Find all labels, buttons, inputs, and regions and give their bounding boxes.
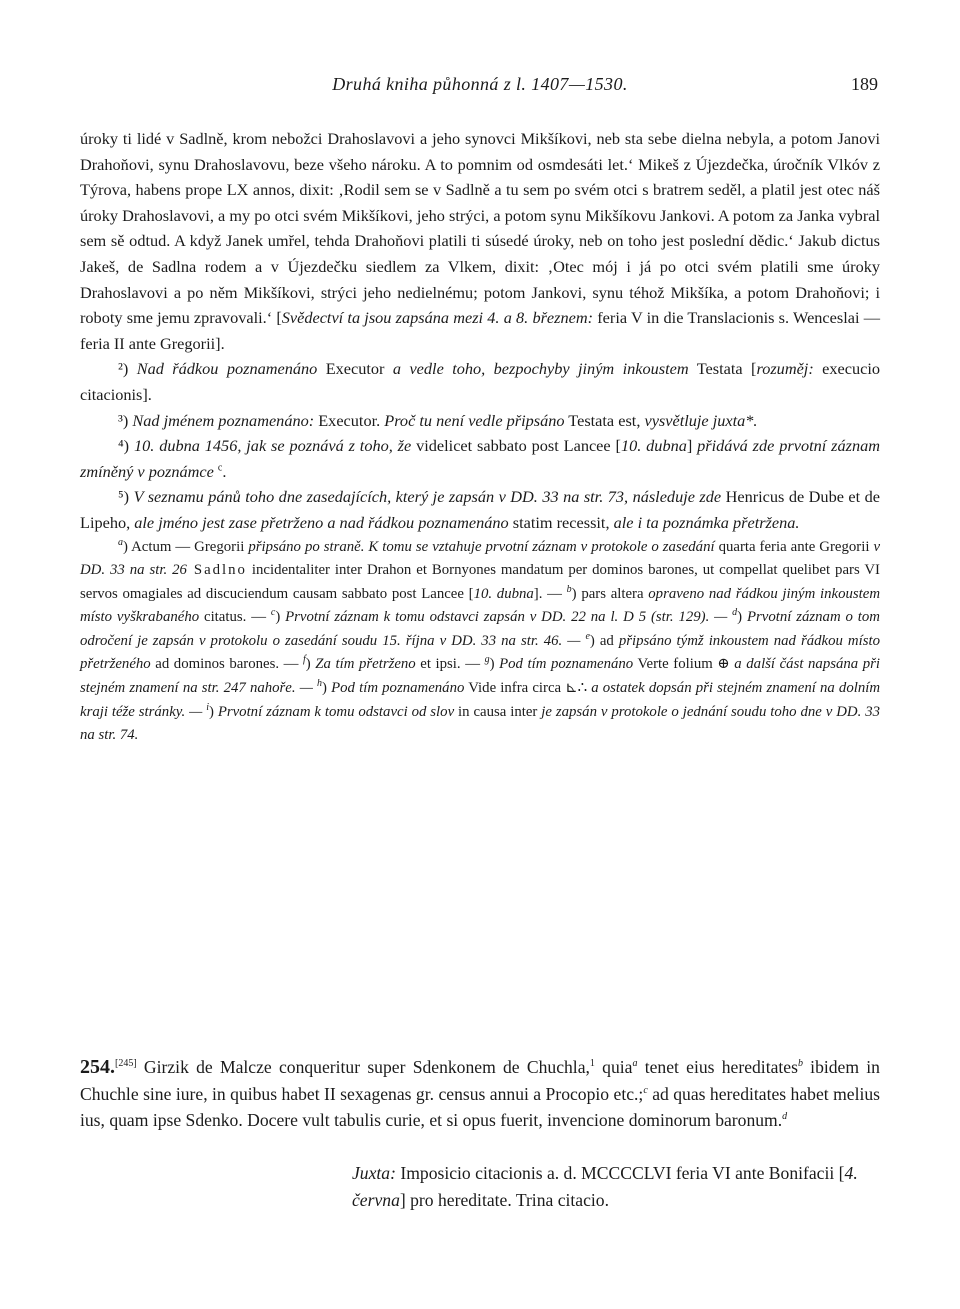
footnote-3: ³) Nad jménem poznamenáno: Executor. Proč tu není vedle připsáno Testata est, vysvětluje juxta*. [118,410,758,430]
entry-254: 254.[245] Girzik de Malcze conqueritur super Sdenkonem de Chuchla,$^1$ quia$^a$ tenet eius hereditates$^b$ ibidem in Chuchle sine iure, in quibus habet II sexagenas gr. census annui a Procopio etc.;$^c$ ad quas hereditates habet melius ius, quam ipse Sdenko. Docere vult tabulis curie, et si opus fuerit, invencione dominorum baronum.$^d$ [80,1056,880,1131]
apparatus-notes: $^a$) Actum — Gregorii připsáno po straně. K tomu se vztahuje prvotní záznam v protokole o zasedání quarta feria ante Gregorii v DD. 33 na str. 26 Sadlno incidentaliter inter Drahon et Bornyones mandatum per dominos barones, ut compellat quelibet pars VI servos omagiales ad discuciendum causam sabbato post Lancee [10. dubna]. — $^b$) pars altera opraveno nad řádkou jiným inkoustem místo vyškrabaného citatus. — $^c$) Prvotní záznam k tomu odstavci zapsán v DD. 22 na l. D 5 (str. 129). — $^d$) Prvotní záznam o tom odročení je zapsán v protokolu o zasedání soudu 15. října v DD. 33 na str. 46. — $^e$) ad připsáno týmž inkoustem nad řádkou místo přetrženého ad dominos barones. — $^f$) Za tím přetrženo et ipsi. — $^g$) Pod tím poznamenáno Verte folium ⊕ a další část napsána při stejném znamení na str. 247 nahoře. — $^h$) Pod tím poznamenáno Vide infra circa ⊾∴ a ostatek dopsán při stejném znamení na dolním kraji téže stránky. — $^i$) Prvotní záznam k tomu odstavci od slov in causa inter je zapsán v protokole o jednání soudu toho dne v DD. 33 na str. 74. [80,536,881,744]
critical-apparatus [80,536,880,748]
entry-reference: [245] [115,1058,137,1070]
entry-number: 254. [80,1056,115,1078]
footnote-5: ⁵) V seznamu pánů toho dne zasedajících, který je zapsán v DD. 33 na str. 73, následuje zde Henricus de Dube et de Lipeho, ale jméno jest zase přetrženo a nad řádkou poznamenáno statim recessit, ale i ta poznámka přetržena. [80,487,880,532]
page-number: 189 [851,74,878,94]
hand-sign-icon: ⊾∴ [565,680,588,697]
juxta-note: Juxta: Imposicio citacionis a. d. MCCCCLVI feria VI ante Bonifacii [4. června] pro hereditate. Trina citacio. [352,1163,858,1210]
footnote-2: ²) Nad řádkou poznamenáno Executor a vedle toho, bezpochyby jiným inkoustem Testata [rozuměj: execucio citacionis]. [80,359,881,404]
footnote-4: ⁴) 10. dubna 1456, jak se poznává z toho, že videlicet sabbato post Lancee [10. dubna] přidává zde prvotní záznam zmíněný v poznámce $^c$. [80,436,880,481]
body-text [80,126,880,748]
witness-paragraph: úroky ti lidé v Sadlně, krom nebožci Drahoslavovi a jeho synovci Mikšíkovi, neb sta sebe dielna nebyla, a potom Janovi Drahoňovi, synu Drahoslavovu, beze všeho nároku. A to pomnim od osmdesáti let.‘ Mikeš z Újezdečka, úročník Vlkóv z Týrova, habens prope LX annos, dixit: ‚Rodil sem se v Sadlně a tu sem po svém otci s bratrem seděl, a platil jest otec náš úroky Drahoslavovi, a my po otci svém Mikšíkovi, jeho strýci, a potom synu Mikšíkovu Jankovi. A potom za Janka vybral sem sě odtud. A když Janek umřel, tehda Drahoňovi platili ti súsedé úroky, neb on toho jest poslední dědic.‘ Jakub dictus Jakeš, de Sadlna rodem a v Újezdečku siedlem za Vlkem, dixit: ‚Otec mój i já po otci svém platili sme úroky Drahoslavovi a po něm Mikšíkovi, strýci jeho nedielnému; potom Jankovi, synu téhož Mikšíka, a potom Drahoňovi; i roboty sme jemu zpravovali.‘ [Svědectví ta jsou zapsána mezi 4. a 8. březnem: feria V in die Translacionis s. Wenceslai — feria II ante Gregorii]. [80,129,880,353]
running-head [80,74,880,100]
juxta-label: Juxta: [352,1163,396,1183]
running-title: Druhá kniha půhonná z l. 1407—1530. [332,74,628,94]
